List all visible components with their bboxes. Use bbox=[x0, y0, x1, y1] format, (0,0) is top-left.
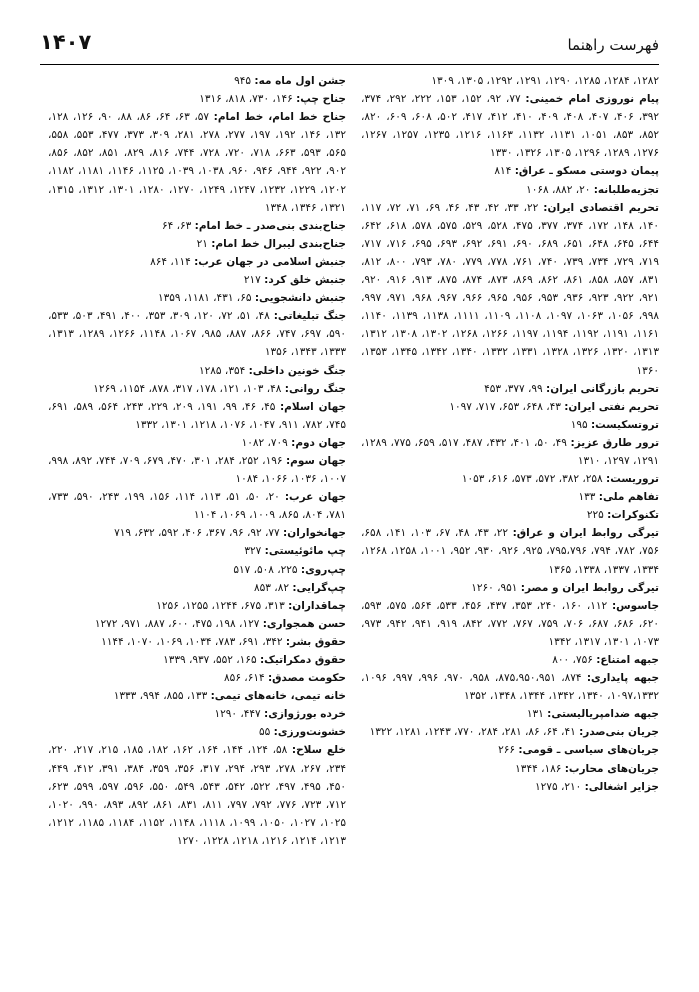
index-entry bbox=[361, 778, 659, 796]
index-entry bbox=[361, 741, 659, 759]
index-term: جزایر اشغالی: bbox=[584, 780, 659, 793]
index-pages: ۹۴۵ bbox=[234, 75, 252, 87]
index-term: حقوق بشر: bbox=[285, 635, 346, 648]
index-entry bbox=[48, 380, 346, 398]
index-term: تروتسکیست: bbox=[590, 418, 659, 431]
index-pages: ۱۲۷، ۱۹۸، ۴۷۵، ۶۰۰، ۸۸۷، ۹۷۱، ۱۲۷۲ bbox=[94, 617, 260, 630]
index-entry bbox=[48, 271, 346, 289]
index-pages: ۳۵۴، ۱۲۸۵ bbox=[199, 364, 246, 377]
index-term: تکنوکرات: bbox=[607, 509, 659, 522]
index-term: تجزیه‌طلبانه: bbox=[593, 183, 659, 196]
index-entry bbox=[361, 669, 659, 705]
index-term: جهانخواران: bbox=[283, 527, 346, 540]
index-term: تحریم اقتصادی ایران: bbox=[543, 201, 659, 214]
index-term: جنبش اسلامی در جهان عرب: bbox=[194, 255, 346, 268]
index-term: جهان اسلام: bbox=[279, 400, 347, 413]
index-pages: ۱۳۳، ۸۵۵، ۹۹۴، ۱۳۳۳ bbox=[113, 690, 208, 703]
index-pages: ۲۰، ۵۰، ۵۱، ۱۱۳، ۱۱۴، ۱۵۶، ۱۹۹، ۲۴۳، ۵۹۰، ۷۳۳، ۷۸۱، ۸۰۴، ۸۶۵، ۱۰۰۹، ۱۰۶۹، ۱۱۰۴ bbox=[48, 491, 346, 522]
index-entry bbox=[48, 307, 346, 361]
index-term: جناح خط امام، خط امام: bbox=[213, 111, 347, 124]
index-pages: ۹۵۱، ۱۲۶۰ bbox=[471, 581, 518, 594]
index-pages: ۶۳، ۶۴ bbox=[162, 219, 192, 232]
index-term: جناح‌بندی لیبرال خط امام: bbox=[211, 237, 346, 250]
index-column-left bbox=[48, 72, 346, 850]
index-pages: ۸۱۴ bbox=[494, 165, 512, 178]
index-pages: ۷۰۹، ۱۰۸۲ bbox=[241, 436, 288, 449]
index-entry bbox=[361, 705, 659, 723]
index-entry bbox=[48, 434, 346, 452]
index-pages: ۲۶۶ bbox=[498, 744, 516, 757]
index-entry bbox=[48, 741, 346, 850]
index-pages: ۱۱۲، ۱۶۰، ۲۴۰، ۳۵۳، ۴۳۷، ۴۵۶، ۵۳۳، ۵۶۴، ۵۷۵، ۵۹۳، ۶۲۰، ۶۸۶، ۶۸۷، ۷۰۶، ۷۵۹، ۷۶۷، ۷۷۲، ۸۴۲، ۹۱۹، ۹۴۱، ۹۴۲، ۹۷۳، ۱۰۷۳، ۱۳۰۱، ۱۳۱۷، ۱۳۴۲ bbox=[361, 599, 660, 648]
index-pages: ۱۹۶، ۲۵۲، ۲۸۴، ۳۰۱، ۴۷۰، ۶۷۹، ۷۰۹، ۷۴۴، ۸۹۲، ۹۹۸، ۱۰۰۷، ۱۰۳۶، ۱۰۶۶، ۱۰۸۴ bbox=[48, 454, 346, 486]
index-term: جنگ روانی: bbox=[284, 382, 346, 395]
index-entry bbox=[48, 705, 346, 723]
index-term: تیرگی روابط ایران و عراق: bbox=[512, 527, 659, 540]
index-term: تحریم نفتی ایران: bbox=[564, 400, 659, 413]
index-pages: ۲۲، ۴۳، ۴۸، ۶۷، ۱۰۳، ۱۴۱، ۶۵۸، ۷۵۶، ۷۸۲، ۷۹۴، ۷۹۵،۷۹۶، ۹۲۵، ۹۲۶، ۹۳۰، ۹۵۲، ۱۰۰۱، ۱۲۵۸، ۱۲۶۸، ۱۳۳۴، ۱۳۳۷، ۱۳۳۸، ۱۳۶۵ bbox=[361, 527, 660, 576]
index-pages: ۵۸، ۱۲۴، ۱۴۴، ۱۶۴، ۱۶۲، ۱۸۲، ۱۸۵، ۲۱۵، ۲۱۷، ۲۲۰، ۲۳۴، ۲۶۷، ۲۷۸، ۲۹۳، ۲۹۴، ۳۱۷، ۳۵۶، ۳۵۹، ۳۸۴، ۳۹۱، ۴۱۲، ۴۴۹، ۴۵۰، ۴۹۵، ۴۹۷، ۵۲۲، ۵۴۲، ۵۴۳، ۵۴۹، ۵۵۰، ۵۹۶، ۵۹۷، ۵۹۹، ۶۲۳، ۷۱۲، ۷۲۳، ۷۷۶، ۷۹۲، ۷۹۷، ۸۱۱، ۸۳۱، ۸۶۱، ۸۹۲، ۸۹۳، ۹۹۰، ۱۰۲۰، ۱۰۲۵، ۱۰۲۷، ۱۰۵۰، ۱۰۹۹، ۱۱۱۸، ۱۱۴۸، ۱۱۵۲، ۱۱۸۴، ۱۱۸۵، ۱۲۱۲، ۱۲۱۳، ۱۲۱۴، ۱۲۱۶، ۱۲۱۸، ۱۲۲۸، ۱۲۷۰ bbox=[48, 744, 347, 847]
index-entry bbox=[48, 597, 346, 615]
index-pages: ۴۴۷، ۱۲۹۰ bbox=[214, 708, 261, 721]
index-term: جشن اول ماه مه: bbox=[254, 75, 346, 87]
index-pages: ۲۱۰، ۱۲۷۵ bbox=[535, 780, 582, 793]
index-pages: ۲۲۵، ۵۰۸، ۵۱۷ bbox=[233, 563, 298, 576]
running-title: فهرست راهنما bbox=[567, 36, 659, 54]
index-pages: ۱۲۸۲، ۱۲۸۴، ۱۲۸۵، ۱۲۹۰، ۱۲۹۱، ۱۲۹۲، ۱۳۰۵، ۱۳۰۹ bbox=[431, 75, 659, 87]
index-entry bbox=[48, 524, 346, 542]
index-entry bbox=[48, 235, 346, 253]
index-term: جبهه ضدامپریالیستی: bbox=[547, 708, 659, 721]
index-pages: ۴۸، ۱۰۳، ۱۲۱، ۱۷۸، ۳۱۷، ۸۷۸، ۱۱۵۴، ۱۲۶۹ bbox=[93, 382, 282, 395]
index-entry bbox=[361, 416, 659, 434]
index-entry bbox=[48, 362, 346, 380]
index-entry bbox=[361, 72, 659, 90]
index-pages: ۱۸۶، ۱۳۴۴ bbox=[515, 762, 562, 775]
index-entry bbox=[48, 289, 346, 307]
index-entry bbox=[48, 217, 346, 235]
index-term: تحریم بازرگانی ایران: bbox=[546, 382, 659, 395]
index-term: حکومت مصدق: bbox=[267, 672, 346, 685]
index-term: جنگ تبلیغاتی: bbox=[273, 310, 347, 323]
index-entry bbox=[361, 579, 659, 597]
index-entry bbox=[361, 651, 659, 669]
index-pages: ۷۷، ۹۲، ۱۵۲، ۱۵۳، ۲۲۲، ۲۹۲، ۳۷۴، ۳۹۲، ۴۰۶، ۴۰۷، ۴۰۸، ۴۰۹، ۴۱۰، ۴۱۲، ۴۱۷، ۵۰۲، ۶۰۸، ۶۰۹، ۸۲۰، ۸۵۲، ۸۵۳، ۱۰۵۱، ۱۱۳۱، ۱۱۳۲، ۱۱۶۳، ۱۲۱۶، ۱۲۳۵، ۱۲۵۷، ۱۲۶۷، ۱۲۷۶، ۱۲۸۹، ۱۲۹۶، ۱۳۰۵، ۱۳۲۶، ۱۳۳۰ bbox=[361, 93, 660, 160]
index-term: جنبش خلق کرد: bbox=[264, 274, 346, 287]
index-entry bbox=[48, 90, 346, 108]
index-term: خانه تیمی، خانه‌های تیمی: bbox=[210, 690, 346, 703]
index-term: جریان‌های سیاسی ـ قومی: bbox=[518, 744, 659, 757]
index-entry bbox=[361, 723, 659, 741]
index-pages: ۶۵، ۴۳۱، ۱۱۸۱، ۱۳۵۹ bbox=[157, 292, 252, 305]
index-pages: ۱۴۶، ۷۳۰، ۸۱۸، ۱۳۱۶ bbox=[199, 93, 293, 106]
index-pages: ۵۵ bbox=[259, 726, 271, 739]
index-pages: ۳۴۲، ۶۹۱، ۷۸۳، ۱۰۳۴، ۱۰۶۹، ۱۰۷۰، ۱۱۴۴ bbox=[101, 635, 283, 648]
index-term: چپ‌روی: bbox=[300, 563, 346, 576]
index-entry bbox=[361, 524, 659, 578]
index-entry bbox=[48, 651, 346, 669]
index-term: تروریست: bbox=[606, 473, 659, 486]
index-term: خشونت‌ورزی: bbox=[273, 726, 346, 739]
index-pages: ۴۸، ۵۱، ۷۲، ۱۲۰، ۳۰۹، ۳۵۳، ۴۰۰، ۴۹۱، ۵۰۳، ۵۳۳، ۵۹۰، ۶۹۷، ۷۴۷، ۸۶۶، ۸۸۷، ۹۸۵، ۱۰۶۷، ۱۱۴۸، ۱۲۶۶، ۱۲۸۹، ۱۳۱۳، ۱۳۳۳، ۱۳۴۳، ۱۳۵۶ bbox=[48, 310, 347, 359]
index-pages: ۴۵، ۴۶، ۹۹، ۱۹۱، ۲۰۹، ۲۲۹، ۲۴۳، ۵۶۴، ۵۸۹، ۶۹۱، ۷۴۵، ۷۸۲، ۹۱۱، ۱۰۴۷، ۱۰۷۶، ۱۲۱۸، ۱۳۰۱، ۱۳۳۲ bbox=[48, 400, 346, 431]
index-entry bbox=[48, 108, 346, 217]
index-term: جهان دوم: bbox=[291, 436, 346, 449]
index-term: تیرگی روابط ایران و مصر: bbox=[520, 581, 659, 594]
index-term: جناح‌بندی بنی‌صدر ـ خط امام: bbox=[194, 219, 346, 232]
index-term: پیمان دوستی مسکو ـ عراق: bbox=[514, 165, 659, 178]
index-term: چماقداران: bbox=[288, 599, 346, 612]
index-entry bbox=[361, 488, 659, 506]
index-pages: ۱۳۳ bbox=[578, 491, 596, 504]
index-entry bbox=[361, 90, 659, 162]
index-entry bbox=[361, 398, 659, 416]
index-pages: ۹۹، ۳۷۷، ۴۵۳ bbox=[484, 382, 543, 395]
index-entry bbox=[48, 398, 346, 434]
index-term: جبهه امتناع: bbox=[596, 654, 659, 666]
index-term: جریان بنی‌صدر: bbox=[579, 726, 659, 739]
index-pages: ۱۹۵ bbox=[570, 418, 588, 431]
index-term: ترور طارق عزیز: bbox=[570, 436, 660, 449]
index-term: جاسوس: bbox=[611, 599, 660, 612]
index-term: جبهه پایداری: bbox=[586, 672, 660, 685]
index-term: چپ‌گرایی: bbox=[292, 581, 346, 594]
index-term: خرده بورژوازی: bbox=[264, 708, 346, 721]
index-pages: ۳۲۷ bbox=[244, 545, 262, 558]
index-entry bbox=[48, 633, 346, 651]
index-term: جناح چپ: bbox=[296, 93, 346, 106]
index-entry bbox=[48, 615, 346, 633]
index-entry bbox=[48, 253, 346, 271]
index-pages: ۱۶۵، ۵۵۲، ۹۳۷، ۱۳۳۹ bbox=[163, 654, 257, 666]
index-pages: ۷۵۶، ۸۰۰ bbox=[552, 654, 593, 666]
index-pages: ۴۹، ۵۰، ۴۰۱، ۴۳۲، ۴۸۷، ۵۱۷، ۶۵۹، ۷۷۵، ۱۲۸۹، ۱۲۹۱، ۱۲۹۷، ۱۳۱۰ bbox=[361, 436, 659, 467]
index-pages: ۷۷، ۹۲، ۹۶، ۳۶۷، ۴۰۶، ۵۹۲، ۶۳۲، ۷۱۹ bbox=[114, 527, 280, 540]
index-entry bbox=[48, 579, 346, 597]
index-entry bbox=[361, 760, 659, 778]
index-pages: ۴۱، ۶۴، ۸۶، ۲۸۱، ۲۸۴، ۷۷۰، ۱۲۴۳، ۱۲۸۱، ۱۳۲۲ bbox=[369, 726, 576, 739]
index-pages: ۳۱۳، ۶۷۵، ۱۲۴۴، ۱۲۵۵، ۱۲۵۶ bbox=[156, 599, 285, 612]
index-term: تفاهم ملی: bbox=[598, 491, 659, 504]
index-entry bbox=[361, 380, 659, 398]
index-term: جنبش دانشجویی: bbox=[254, 292, 346, 305]
index-pages: ۸۲، ۸۵۳ bbox=[254, 581, 289, 594]
index-entry bbox=[48, 72, 346, 90]
index-term: حسن همجواری: bbox=[262, 617, 346, 630]
index-entry bbox=[48, 669, 346, 687]
index-pages: ۲۰، ۸۸۲، ۱۰۶۸ bbox=[526, 183, 591, 196]
index-entry bbox=[361, 597, 659, 651]
index-pages: ۲۲۵ bbox=[586, 509, 604, 522]
index-entry bbox=[361, 434, 659, 470]
index-term: خلع سلاح: bbox=[291, 744, 346, 757]
index-entry bbox=[361, 199, 659, 380]
index-pages: ۱۳۱ bbox=[526, 708, 544, 721]
index-entry bbox=[48, 542, 346, 560]
index-term: حقوق دمکراتیک: bbox=[259, 654, 346, 666]
index-pages: ۲۱۷ bbox=[243, 274, 261, 287]
page-number: ۱۴۰۷ bbox=[40, 30, 92, 54]
index-column-right bbox=[361, 72, 659, 796]
index-entry bbox=[48, 687, 346, 705]
index-pages: ۵۷، ۶۳، ۶۴، ۸۶، ۸۸، ۹۰، ۱۲۶، ۱۲۸، ۱۳۲، ۱۴۶، ۱۹۲، ۱۹۷، ۲۷۷، ۲۷۸، ۲۸۱، ۳۰۹، ۳۷۳، ۴۷۷، ۵۵۳، ۵۵۸، ۵۶۵، ۵۹۳، ۶۶۳، ۷۱۸، ۷۲۰، ۷۲۸، ۷۴۴، ۸۱۶، ۸۲۹، ۸۵۱، ۸۵۲، ۸۵۶، ۹۰۲، ۹۲۲، ۹۴۴، ۹۴۶، ۹۶۰، ۱۰۳۸، ۱۰۳۹، ۱۱۲۵، ۱۱۴۶، ۱۱۸۱، ۱۱۸۲، ۱۲۰۲، ۱۲۲۹، ۱۲۳۲، ۱۲۴۷، ۱۲۴۹، ۱۲۷۰، ۱۲۸۰، ۱۳۰۱، ۱۳۱۲، ۱۳۱۵، ۱۳۲۱، ۱۳۴۶، ۱۳۴۸ bbox=[48, 111, 347, 214]
index-term: جریان‌های محارب: bbox=[564, 762, 659, 775]
index-entry bbox=[48, 561, 346, 579]
index-entry bbox=[361, 181, 659, 199]
index-pages: ۲۵۸، ۳۸۲، ۵۷۲، ۵۷۳، ۶۱۶، ۱۰۵۳ bbox=[461, 473, 603, 486]
index-term: پیام نوروزی امام خمینی: bbox=[525, 93, 660, 106]
header-rule bbox=[40, 64, 659, 65]
index-term: جهان عرب: bbox=[284, 491, 347, 504]
index-term: جنگ خونین داخلی: bbox=[248, 364, 346, 377]
index-entry bbox=[361, 506, 659, 524]
index-entry bbox=[361, 470, 659, 488]
page-header bbox=[40, 30, 659, 64]
index-pages: ۲۱ bbox=[196, 237, 208, 250]
index-term: چپ مائوئیستی: bbox=[264, 545, 346, 558]
index-pages: ۲۲، ۳۳، ۴۲، ۴۳، ۴۶، ۶۹، ۷۱، ۷۲، ۱۱۷، ۱۴۰، ۱۴۸، ۱۷۲، ۳۷۴، ۳۷۷، ۴۷۵، ۵۲۸، ۵۲۹، ۵۷۵، ۵۷۸، ۶۱۸، ۶۴۲، ۶۴۴، ۶۴۵، ۶۴۸، ۶۵۱، ۶۸۹، ۶۹۰، ۶۹۱، ۶۹۲، ۶۹۳، ۶۹۵، ۷۱۶، ۷۱۷، ۷۱۹، ۷۲۹، ۷۳۴، ۷۳۹، ۷۴۰، ۷۶۱، ۷۷۸، ۷۷۹، ۷۸۰، ۷۹۳، ۸۰۰، ۸۱۲، ۸۳۱، ۸۵۷، ۸۵۸، ۸۶۱، ۸۶۲، ۸۶۹، ۸۷۳، ۸۷۴، ۸۷۵، ۹۱۳، ۹۱۶، ۹۲۰، ۹۲۱، ۹۲۲، ۹۲۳، ۹۳۶، ۹۵۳، ۹۵۶، ۹۶۵، ۹۶۶، ۹۶۷، ۹۶۸، ۹۷۱، ۹۹۷، ۹۹۸، ۱۰۵۶، ۱۰۶۳، ۱۰۹۷، ۱۱۰۸، ۱۱۰۹، ۱۱۱۱، ۱۱۳۸، ۱۱۳۹، ۱۱۴۰، ۱۱۶۱، ۱۱۹۱، ۱۱۹۲، ۱۱۹۴، ۱۱۹۷، ۱۲۶۶، ۱۲۶۸، ۱۳۰۲، ۱۳۰۸، ۱۳۱۲، ۱۳۱۳، ۱۳۲۰، ۱۳۲۶، ۱۳۲۸، ۱۳۳۱، ۱۳۳۲، ۱۳۴۰، ۱۳۴۲، ۱۳۴۵، ۱۳۵۳، ۱۳۶۰ bbox=[361, 201, 660, 377]
index-entry bbox=[361, 162, 659, 180]
index-entry bbox=[48, 723, 346, 741]
index-entry bbox=[48, 452, 346, 488]
index-term: جهان سوم: bbox=[285, 454, 346, 467]
index-pages: ۴۳، ۶۴۸، ۶۵۳، ۷۱۷، ۱۰۹۷ bbox=[449, 400, 561, 413]
index-pages: ۸۷۴، ۸۷۵،۹۵۰،۹۵۱، ۹۵۸، ۹۷۰، ۹۹۶، ۹۹۷، ۱۰۹۶، ۱۰۹۷،۱۳۳۲، ۱۳۴۰، ۱۳۴۲، ۱۳۴۴، ۱۳۴۸، ۱۳۵۲ bbox=[361, 672, 659, 703]
index-entry bbox=[48, 488, 346, 524]
index-pages: ۱۱۴، ۸۶۴ bbox=[150, 255, 191, 268]
index-pages: ۶۱۴، ۸۵۶ bbox=[224, 672, 265, 685]
